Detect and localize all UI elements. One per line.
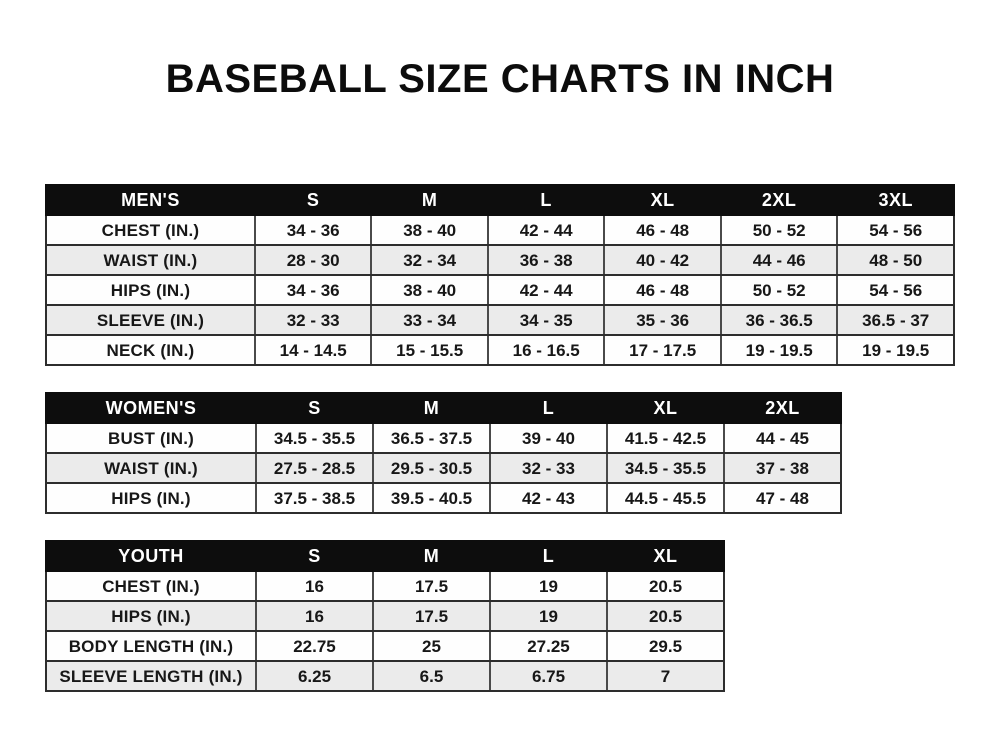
row-label-cell: HIPS (IN.) — [46, 601, 256, 631]
value-cell: 6.75 — [490, 661, 607, 691]
size-header-cell: L — [490, 393, 607, 423]
value-cell: 20.5 — [607, 571, 724, 601]
value-cell: 29.5 — [607, 631, 724, 661]
value-cell: 39 - 40 — [490, 423, 607, 453]
size-header-cell: XL — [607, 541, 724, 571]
table-row — [46, 631, 724, 661]
value-cell: 32 - 34 — [371, 245, 488, 275]
table-row — [46, 245, 954, 275]
row-label-cell: HIPS (IN.) — [46, 275, 255, 305]
size-header-cell: XL — [607, 393, 724, 423]
value-cell: 36.5 - 37 — [837, 305, 954, 335]
value-cell: 44 - 45 — [724, 423, 841, 453]
value-cell: 32 - 33 — [255, 305, 372, 335]
value-cell: 25 — [373, 631, 490, 661]
value-cell: 50 - 52 — [721, 215, 838, 245]
value-cell: 19 - 19.5 — [837, 335, 954, 365]
value-cell: 42 - 44 — [488, 215, 605, 245]
row-label-cell: WAIST (IN.) — [46, 245, 255, 275]
value-cell: 27.25 — [490, 631, 607, 661]
value-cell: 20.5 — [607, 601, 724, 631]
value-cell: 6.5 — [373, 661, 490, 691]
value-cell: 42 - 44 — [488, 275, 605, 305]
size-header-cell: XL — [604, 185, 721, 215]
value-cell: 35 - 36 — [604, 305, 721, 335]
table-row — [46, 335, 954, 365]
tables-container — [45, 184, 955, 692]
table-row — [46, 483, 841, 513]
mens-header-row — [46, 185, 954, 215]
value-cell: 48 - 50 — [837, 245, 954, 275]
value-cell: 34.5 - 35.5 — [256, 423, 373, 453]
youth-table-title-cell: YOUTH — [46, 541, 256, 571]
size-header-cell: S — [255, 185, 372, 215]
value-cell: 17.5 — [373, 571, 490, 601]
value-cell: 32 - 33 — [490, 453, 607, 483]
value-cell: 34 - 35 — [488, 305, 605, 335]
row-label-cell: HIPS (IN.) — [46, 483, 256, 513]
value-cell: 34 - 36 — [255, 275, 372, 305]
value-cell: 29.5 - 30.5 — [373, 453, 490, 483]
value-cell: 17.5 — [373, 601, 490, 631]
row-label-cell: CHEST (IN.) — [46, 571, 256, 601]
youth-size-table — [45, 540, 725, 692]
mens-table-title-cell: MEN'S — [46, 185, 255, 215]
size-header-cell: L — [488, 185, 605, 215]
value-cell: 22.75 — [256, 631, 373, 661]
table-row — [46, 423, 841, 453]
value-cell: 39.5 - 40.5 — [373, 483, 490, 513]
size-header-cell: 3XL — [837, 185, 954, 215]
value-cell: 16 — [256, 601, 373, 631]
value-cell: 42 - 43 — [490, 483, 607, 513]
size-header-cell: M — [373, 393, 490, 423]
row-label-cell: WAIST (IN.) — [46, 453, 256, 483]
value-cell: 50 - 52 — [721, 275, 838, 305]
value-cell: 14 - 14.5 — [255, 335, 372, 365]
row-label-cell: NECK (IN.) — [46, 335, 255, 365]
value-cell: 47 - 48 — [724, 483, 841, 513]
youth-header-row — [46, 541, 724, 571]
value-cell: 37.5 - 38.5 — [256, 483, 373, 513]
table-row — [46, 453, 841, 483]
size-header-cell: S — [256, 541, 373, 571]
value-cell: 37 - 38 — [724, 453, 841, 483]
page-title: BASEBALL SIZE CHARTS IN INCH — [165, 57, 835, 101]
womens-table-title-cell: WOMEN'S — [46, 393, 256, 423]
womens-size-table — [45, 392, 842, 514]
value-cell: 19 — [490, 601, 607, 631]
value-cell: 34 - 36 — [255, 215, 372, 245]
value-cell: 34.5 - 35.5 — [607, 453, 724, 483]
size-header-cell: 2XL — [724, 393, 841, 423]
value-cell: 27.5 - 28.5 — [256, 453, 373, 483]
value-cell: 38 - 40 — [371, 275, 488, 305]
value-cell: 54 - 56 — [837, 215, 954, 245]
row-label-cell: SLEEVE (IN.) — [46, 305, 255, 335]
table-row — [46, 661, 724, 691]
table-row — [46, 275, 954, 305]
row-label-cell: CHEST (IN.) — [46, 215, 255, 245]
value-cell: 7 — [607, 661, 724, 691]
table-row — [46, 215, 954, 245]
value-cell: 46 - 48 — [604, 275, 721, 305]
value-cell: 16 - 16.5 — [488, 335, 605, 365]
row-label-cell: BODY LENGTH (IN.) — [46, 631, 256, 661]
value-cell: 19 — [490, 571, 607, 601]
value-cell: 16 — [256, 571, 373, 601]
size-header-cell: S — [256, 393, 373, 423]
row-label-cell: BUST (IN.) — [46, 423, 256, 453]
row-label-cell: SLEEVE LENGTH (IN.) — [46, 661, 256, 691]
value-cell: 28 - 30 — [255, 245, 372, 275]
value-cell: 17 - 17.5 — [604, 335, 721, 365]
size-header-cell: L — [490, 541, 607, 571]
value-cell: 40 - 42 — [604, 245, 721, 275]
value-cell: 15 - 15.5 — [371, 335, 488, 365]
value-cell: 33 - 34 — [371, 305, 488, 335]
value-cell: 44 - 46 — [721, 245, 838, 275]
table-row — [46, 305, 954, 335]
value-cell: 36.5 - 37.5 — [373, 423, 490, 453]
value-cell: 46 - 48 — [604, 215, 721, 245]
value-cell: 36 - 38 — [488, 245, 605, 275]
size-header-cell: M — [371, 185, 488, 215]
value-cell: 41.5 - 42.5 — [607, 423, 724, 453]
value-cell: 6.25 — [256, 661, 373, 691]
value-cell: 38 - 40 — [371, 215, 488, 245]
womens-header-row — [46, 393, 841, 423]
value-cell: 44.5 - 45.5 — [607, 483, 724, 513]
table-row — [46, 571, 724, 601]
size-header-cell: 2XL — [721, 185, 838, 215]
value-cell: 19 - 19.5 — [721, 335, 838, 365]
size-header-cell: M — [373, 541, 490, 571]
value-cell: 54 - 56 — [837, 275, 954, 305]
mens-size-table — [45, 184, 955, 366]
value-cell: 36 - 36.5 — [721, 305, 838, 335]
table-row — [46, 601, 724, 631]
